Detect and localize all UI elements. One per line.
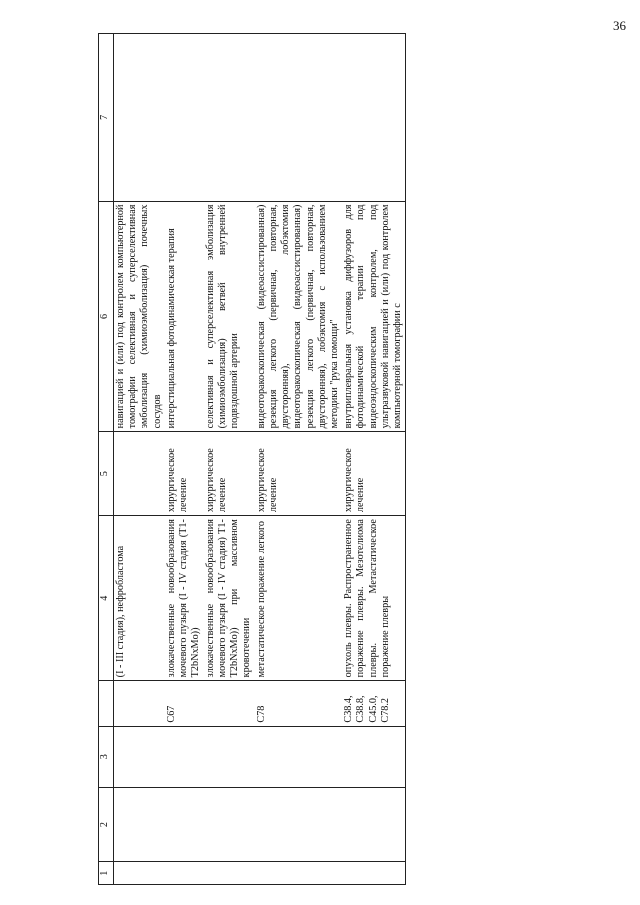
diagnosis-code-cell [204, 681, 255, 726]
diagnosis-cell: метастатическое поражение легкого [255, 516, 343, 681]
diagnosis-code-cell: C67 [165, 681, 204, 726]
header-cell: 2 [99, 787, 114, 862]
treatment-type-cell: хирургическое лечение [204, 432, 255, 516]
method-cell: навигацией и (или) под контролем компьютерной томографии селективная и суперселективная эмболизация (химиоэмболизация) почечных сосудов [114, 201, 165, 432]
diagnosis-code-cell: C38.4, C38.8, C45.0, C78.2 [342, 681, 406, 726]
method-cell: селективная и суперселективная эмболизация (химиоэмболизация) ветвей внутренней подвздошной артерии [204, 201, 255, 432]
diagnosis-code-cell: C78 [255, 681, 343, 726]
header-cell [99, 681, 114, 726]
diagnosis-cell: злокачественные новообразования мочевого пузыря (I - IV стадия) T1-T2bNxMo)) при массивном кровотечении [204, 516, 255, 681]
header-cell: 6 [99, 201, 114, 432]
treatment-type-cell: хирургическое лечение [342, 432, 406, 516]
diagnosis-cell: злокачественные новообразования мочевого пузыря (I - IV стадия (T1-T2bNxMo)) [165, 516, 204, 681]
table-row [204, 34, 255, 885]
table-header-row [99, 34, 114, 885]
table-row [342, 34, 406, 885]
table-row [165, 34, 204, 885]
method-cell: интерстициальная фотодинамическая терапия [165, 201, 204, 432]
table-row [114, 34, 165, 885]
header-cell: 5 [99, 432, 114, 516]
diagnosis-cell: (I - III стадия), нефробластома [114, 516, 165, 681]
header-cell: 1 [99, 862, 114, 885]
table-row [255, 34, 343, 885]
header-cell: 3 [99, 726, 114, 787]
diagnosis-cell: опухоль плевры. Распространенное поражение плевры. Мезотелиома плевры. Метастатическое поражение плевры [342, 516, 406, 681]
diagnosis-code-cell [114, 681, 165, 726]
method-cell: видеоторакоскопическая (видеоассистированная) резекция легкого (первичная, повторная, двусторонняя), лобэктомия видеоторакоскопическая (видеоассистированная) резекция легкого (первичная, повторная, двусторонняя), лобэктомия с использованием методики "рука помощи" [255, 201, 343, 432]
treatment-type-cell [114, 432, 165, 516]
method-cell: внутриплевральная установка диффузоров для фотодинамической терапии под видеоэндоскопическим контролем, под ультразвуковой навигацией и (или) под контролем компьютерной томографии с [342, 201, 406, 432]
header-cell: 4 [99, 516, 114, 681]
treatment-type-cell: хирургическое лечение [165, 432, 204, 516]
page-number: 36 [613, 18, 626, 33]
treatment-type-cell: хирургическое лечение [255, 432, 343, 516]
header-cell: 7 [99, 34, 114, 202]
procedures-table [98, 33, 406, 885]
